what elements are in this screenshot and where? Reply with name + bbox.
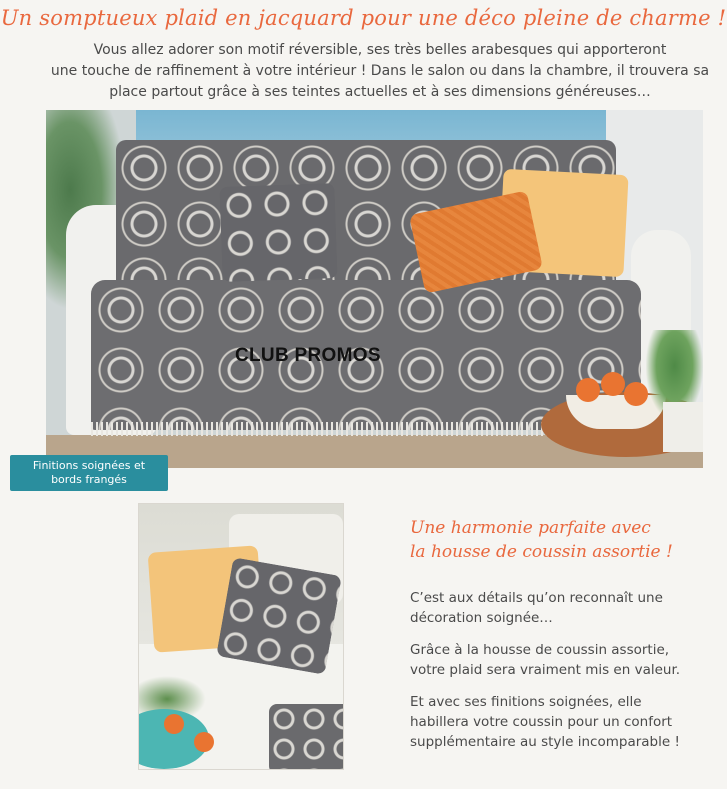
orange-fruit	[194, 732, 214, 752]
body-paragraph	[410, 588, 720, 628]
plant-pot	[663, 402, 703, 452]
body-line: votre plaid sera vraiment mis en valeur.	[410, 662, 681, 678]
jacquard-cushion	[216, 557, 342, 675]
intro-line: Vous allez adorer son motif réversible, ses très belles arabesques qui apporteront	[93, 42, 667, 58]
intro-line: place partout grâce à ses teintes actuelles et à ses dimensions généreuses…	[109, 84, 651, 100]
body-line: supplémentaire au style incomparable !	[410, 734, 680, 750]
orange-fruit	[624, 382, 648, 406]
jacquard-plaid	[269, 704, 344, 770]
cushion-cover-photo	[138, 503, 344, 770]
caption-tag	[10, 455, 168, 491]
body-paragraph	[410, 692, 720, 752]
body-line: décoration soignée…	[410, 610, 553, 626]
sub-headline-line: Une harmonie parfaite avec	[410, 518, 651, 538]
caption-line: bords frangés	[51, 473, 127, 486]
intro-paragraph	[40, 40, 720, 103]
orange-fruit	[164, 714, 184, 734]
body-line: C’est aux détails qu’on reconnaît une	[410, 590, 663, 606]
intro-line: une touche de raffinement à votre intérieur ! Dans le salon ou dans la chambre, il trouvera sa	[50, 63, 710, 79]
body-text	[410, 588, 720, 764]
body-line: habillera votre coussin pour un confort	[410, 714, 673, 730]
body-paragraph	[410, 640, 720, 680]
sub-headline	[410, 516, 710, 564]
orange-fruit	[576, 378, 600, 402]
sub-headline-line: la housse de coussin assortie !	[410, 542, 673, 562]
jacquard-cushion	[219, 183, 337, 282]
watermark: CLUB PROMOS	[235, 345, 381, 366]
sofa-plaid-photo	[46, 110, 703, 468]
headline: Un somptueux plaid en jacquard pour une déco pleine de charme !	[0, 6, 727, 30]
body-line: Et avec ses finitions soignées, elle	[410, 694, 642, 710]
caption-line: Finitions soignées et	[32, 459, 146, 472]
body-line: Grâce à la housse de coussin assortie,	[410, 642, 670, 658]
orange-fruit	[601, 372, 625, 396]
